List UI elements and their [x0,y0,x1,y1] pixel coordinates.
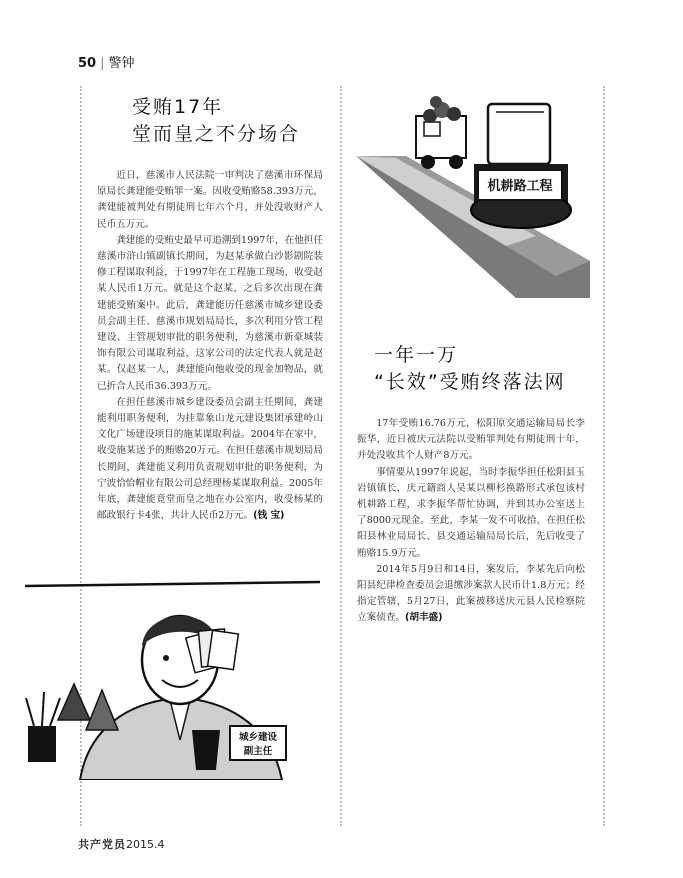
cup-icon [192,730,220,770]
left-paragraph-3-text: 在担任慈溪市城乡建设委员会副主任期间，龚建能利用职务便利，为挂靠象山龙元建设集团承建岭山文化广场建设项目的施某谋取利益。2004年在家中，收受施某送予的贿赂20万元。在担任慈溪市规划局局长期间，龚建能又利用负责规划审批的职务便利，为宁波恰恰帽业有限公司总经理杨某谋取利益。2005年年底，龚建能竟堂而皇之地在办公室内，收受杨某的邮政银行卡4张，共计人民币2万元。 [97,396,323,522]
right-paragraph-2: 事情要从1997年说起，当时李振华担任松阳县玉岩镇镇长，庆元籍商人吴某以柳杉换路形式承包该村机耕路工程，求李振华帮忙协调，并到其办公室送上了8000元现金。至此，李某一发不可收拾，在担任松阳县林业局局长、县交通运输局局长后，先后收受了贿赂15.9万元。 [357,466,585,559]
flag-icon [58,684,118,730]
left-author: (钱 宝) [253,510,285,522]
right-author: (胡丰盛) [404,612,443,624]
left-paragraph-1: 近日，慈溪市人民法院一审判决了慈溪市环保局原局长龚建能受贿罪一案。因收受贿赂58.393万元，龚建能被判处有期徒刑七年六个月，并处没收财产人民币五万元。 [97,170,323,230]
left-title-line2: 堂而皇之不分场合 [132,123,301,145]
right-paragraph-1: 17年受贿16.76万元，松阳原交通运输局局长李振华，近日被庆元法院以受贿罪判处有期徒刑十年，并处没收其个人财产8万元。 [357,418,585,462]
right-title-line1: 一年一万 [374,344,459,366]
left-paragraph-2: 龚建能的受贿史最早可追溯到1997年，在他担任慈溪市浒山镇副镇长期间，为赵某承做白沙影剧院装修工程谋取利益，于1997年在工程施工现场，收受赵某人民币1万元。就是这个赵某，之后多次出现在龚建能受贿案中。此后，龚建能历任慈溪市城乡建设委员会副主任、慈溪市规划局局长，多次利用分管工程建设、主管规划审批的职务便利，为慈溪市新豪城装饰有限公司谋取利益，这家公司的法定代表人就是赵某。仅赵某一人，龚建能向他收受的现金加物品，就已折合人民币36.393万元。 [97,234,323,392]
page-header [78,52,135,71]
truck-icon [416,96,466,169]
center-column-guide [340,86,342,826]
nameplate-line1: 城乡建设 [238,732,278,743]
road-roller-icon [471,104,571,228]
nameplate-icon [230,726,286,760]
right-article-title [374,342,566,396]
header-divider: | [100,56,105,71]
nameplate-line2: 副主任 [243,746,273,757]
road-roller-illustration [356,86,590,298]
right-article-body [357,416,585,627]
right-title-line2: “长效”受贿终落法网 [374,371,566,393]
official-illustration [20,580,330,780]
left-article-title [132,94,300,148]
left-paragraph-3 [97,395,323,525]
right-paragraph-3 [357,562,585,627]
right-paragraph-3-text: 2014年5月9日和14日，案发后，李某先后向松阳县纪律检查委员会退缴涉案款人民币计1.8万元；经指定管辖，5月27日，此案被移送庆元县人民检察院立案侦查。 [357,563,585,624]
roller-sign: 机耕路工程 [487,179,553,194]
money-icon [186,629,239,673]
left-title-line1: 受贿17年 [132,96,224,118]
right-column-guide [603,86,605,826]
left-article-body [97,168,323,524]
section-name: 警钟 [108,56,135,71]
issue-number: 2015.4 [126,838,165,851]
pen-holder-icon [26,692,60,762]
page-number: 50 [78,56,97,71]
page-footer [78,836,165,852]
magazine-name: 共产党员 [78,838,126,851]
